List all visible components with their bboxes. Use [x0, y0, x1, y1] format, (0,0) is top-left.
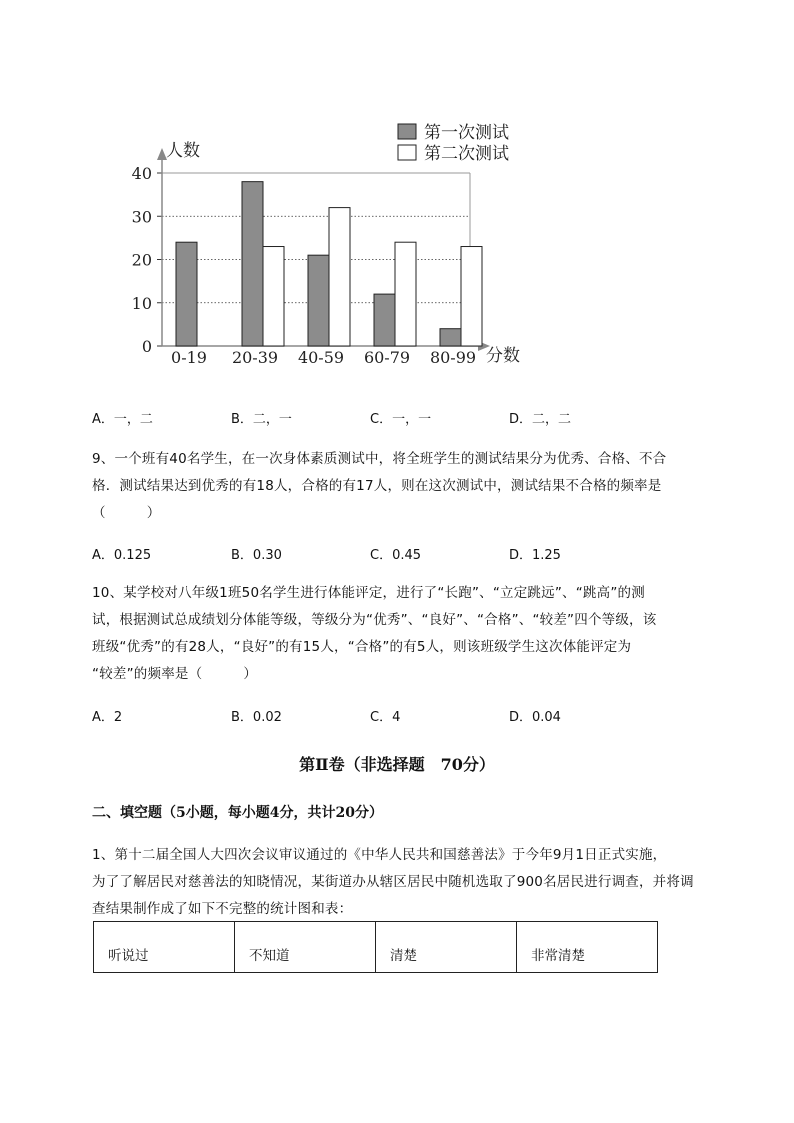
table-header-cell: 清楚 [376, 922, 517, 973]
q8-option-b[interactable]: B．二，一 [231, 412, 292, 427]
y-tick-label: 0 [141, 337, 152, 356]
legend-label: 第二次测试 [424, 144, 509, 164]
fill-q1-stem [92, 842, 752, 923]
table-header-cell: 不知道 [235, 922, 376, 973]
bar [308, 255, 329, 346]
q9-stem [92, 446, 752, 527]
q9-line-2: 格．测试结果达到优秀的有18人，合格的有17人，则在这次测试中，测试结果不合格的频率是 [92, 478, 662, 494]
x-tick-label: 40-59 [297, 348, 345, 367]
q8-option-a[interactable]: A．一，二 [92, 412, 153, 427]
table-row [94, 922, 658, 973]
bar [440, 329, 461, 346]
x-axis-label: 分数 [486, 346, 520, 366]
q9-options [92, 544, 648, 563]
survey-table [93, 921, 658, 973]
y-tick-label: 20 [131, 250, 152, 270]
y-tick-label: 40 [131, 164, 152, 183]
score-bar-chart [120, 110, 540, 390]
q9-line-3: （ ） [92, 505, 161, 521]
legend-label: 第一次测试 [424, 123, 509, 143]
q10-options [92, 706, 648, 725]
bar [461, 247, 482, 346]
q9-option-d[interactable]: D．1.25 [509, 548, 561, 563]
table-header-cell: 非常清楚 [517, 922, 658, 973]
x-tick-label: 20-39 [231, 348, 279, 367]
section-title: 第Ⅱ卷（非选择题 70分） [299, 755, 495, 774]
fill-q1-line-3: 查结果制作成了如下不完整的统计图和表： [92, 901, 353, 917]
q9-option-c[interactable]: C．0.45 [370, 548, 422, 563]
q10-line-4: “较差”的频率是（ ） [92, 666, 258, 682]
q10-line-1: 10、某学校对八年级1班50名学生进行体能评定，进行了“长跑”、“立定跳远”、“跳高”的测 [92, 585, 645, 601]
y-axis-label: 人数 [166, 141, 200, 161]
x-tick-label: 80-99 [429, 348, 477, 367]
x-tick-label: 0-19 [171, 348, 207, 367]
bar [395, 242, 416, 346]
bar [176, 242, 197, 346]
q10-option-c[interactable]: C．4 [370, 710, 401, 725]
x-tick-label: 60-79 [363, 348, 411, 367]
legend-swatch [398, 124, 416, 139]
bar [263, 247, 284, 346]
y-tick-label: 10 [131, 293, 152, 313]
q10-stem [92, 580, 752, 688]
fill-q1-line-1: 1、第十二届全国人大四次会议审议通过的《中华人民共和国慈善法》于今年9月1日正式实施， [92, 847, 667, 863]
bar [242, 182, 263, 346]
bar [374, 294, 395, 346]
q8-option-d[interactable]: D．二，二 [509, 412, 572, 427]
q8-option-c[interactable]: C．一，一 [370, 412, 432, 427]
legend-swatch [398, 145, 416, 160]
q10-option-a[interactable]: A．2 [92, 710, 123, 725]
q9-option-b[interactable]: B．0.30 [231, 548, 282, 563]
q10-line-3: 班级“优秀”的有28人，“良好”的有15人，“合格”的有5人，则该班级学生这次体能评定为 [92, 639, 632, 655]
q10-option-b[interactable]: B．0.02 [231, 710, 282, 725]
q9-line-1: 9、一个班有40名学生，在一次身体素质测试中，将全班学生的测试结果分为优秀、合格、不合 [92, 451, 667, 467]
chart-svg [120, 110, 540, 390]
q8-options [92, 408, 648, 427]
y-tick-label: 30 [131, 207, 152, 227]
q10-line-2: 试，根据测试总成绩划分体能等级，等级分为“优秀”、“良好”、“合格”、“较差”四个等级，该 [92, 612, 657, 628]
q9-option-a[interactable]: A．0.125 [92, 548, 152, 563]
section-subtitle: 二、填空题（5小题，每小题4分，共计20分） [92, 805, 383, 821]
q10-option-d[interactable]: D．0.04 [509, 710, 561, 725]
table-header-cell: 听说过 [94, 922, 235, 973]
bar [329, 208, 350, 346]
fill-q1-line-2: 为了了解居民对慈善法的知晓情况，某街道办从辖区居民中随机选取了900名居民进行调查，并将调 [92, 874, 694, 890]
